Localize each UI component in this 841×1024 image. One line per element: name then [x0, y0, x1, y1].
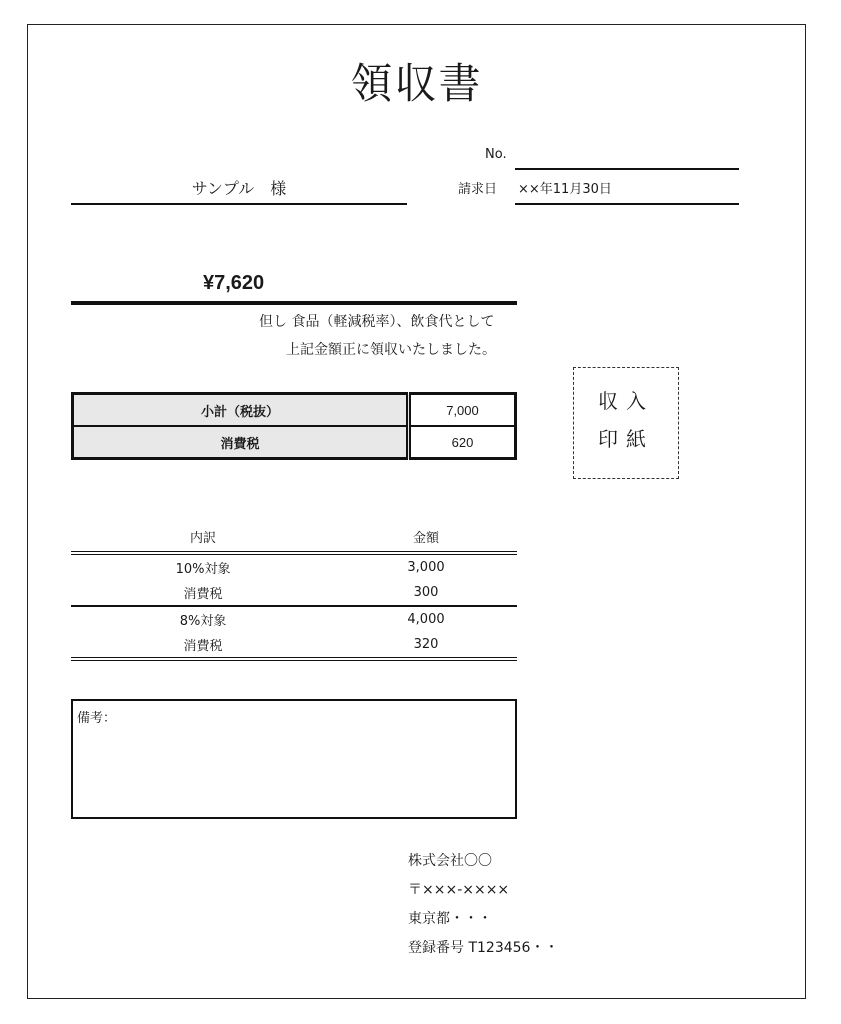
table-row [71, 553, 517, 580]
summary-value: 7,000 [409, 394, 516, 427]
summary-row-tax [73, 426, 516, 459]
table-row [71, 632, 517, 659]
breakdown-item: 8%対象 [71, 606, 335, 632]
issuer-company: 株式会社〇〇 [408, 853, 492, 869]
proviso-line-1: 但し 食品（軽減税率）、飲食代として [259, 314, 495, 330]
invoice-date-value: ××年11月30日 [518, 182, 612, 197]
breakdown-header-amount: 金額 [335, 521, 517, 553]
invoice-date-label: 請求日 [458, 182, 498, 197]
number-underline [515, 168, 739, 170]
summary-label: 小計（税抜） [73, 394, 409, 427]
breakdown-amount: 4,000 [335, 606, 517, 632]
summary-row-subtotal [73, 394, 516, 427]
table-row [71, 606, 517, 632]
number-label: No. [485, 147, 507, 162]
revenue-stamp-line1: 収入 [598, 389, 654, 413]
recipient-name: サンプル 様 [191, 179, 287, 198]
issuer-block [408, 847, 558, 963]
breakdown-header-item: 内訳 [71, 521, 335, 553]
invoice-date-underline [515, 203, 739, 205]
total-amount-underline [71, 301, 517, 305]
revenue-stamp-box [573, 367, 679, 479]
total-amount: ¥7,620 [203, 272, 265, 294]
receipt-page [27, 24, 806, 999]
summary-label: 消費税 [73, 426, 409, 459]
remarks-box [71, 699, 517, 819]
breakdown-item: 10%対象 [175, 562, 231, 577]
table-row [71, 580, 517, 606]
revenue-stamp-line2: 印紙 [598, 427, 654, 451]
issuer-registration: 登録番号 T123456・・ [408, 940, 559, 956]
summary-table [71, 392, 517, 460]
issuer-address: 東京都・・・ [408, 911, 492, 927]
breakdown-amount: 320 [335, 632, 517, 659]
document-title: 領収書 [350, 59, 483, 108]
breakdown-item: 消費税 [183, 587, 223, 602]
breakdown-header-row [71, 521, 517, 553]
breakdown-table [71, 521, 517, 661]
breakdown-amount: 300 [413, 585, 439, 600]
proviso-line-2: 上記金額正に領収いたしました。 [286, 342, 496, 358]
breakdown-amount: 3,000 [407, 560, 445, 575]
breakdown-item: 消費税 [71, 632, 335, 659]
summary-value: 620 [409, 426, 516, 459]
recipient-underline [71, 203, 407, 205]
remarks-label: 備考： [77, 711, 117, 726]
issuer-postal: 〒×××-×××× [408, 882, 510, 898]
